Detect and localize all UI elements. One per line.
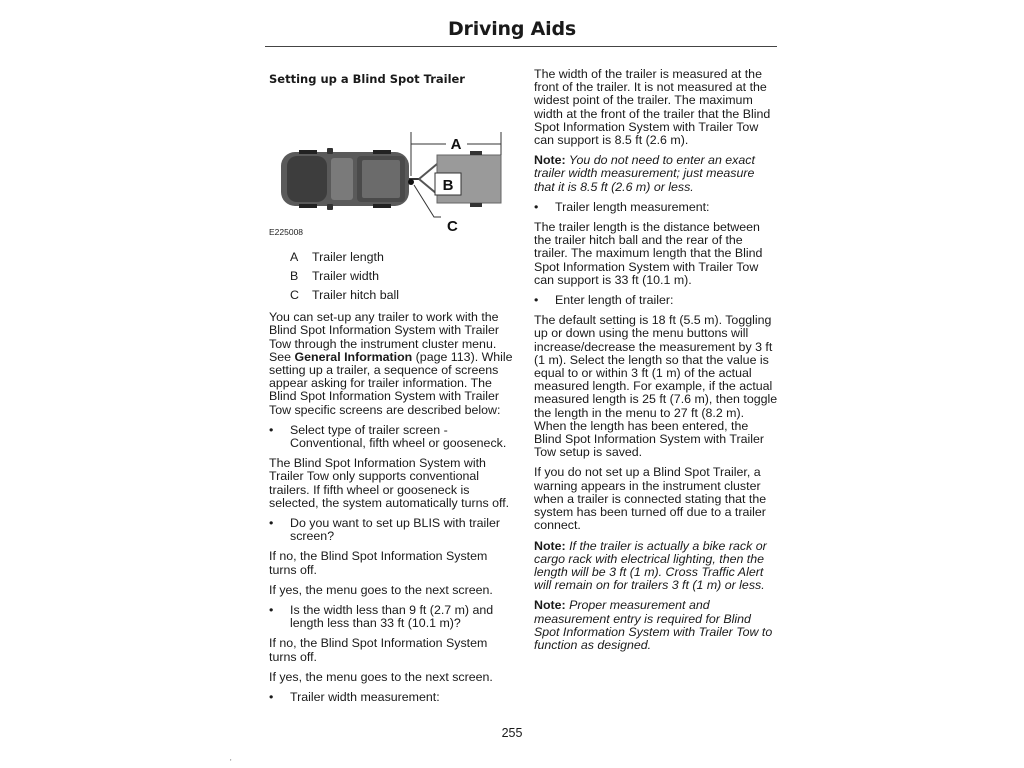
bullet-dot: • [534, 293, 539, 308]
bullet-item [534, 294, 778, 307]
legend-key: C [290, 288, 299, 303]
note [534, 540, 778, 593]
legend-key: B [290, 269, 299, 284]
trailer-diagram-svg [269, 92, 515, 242]
note-text: Proper measurement and measurement entry is required for Blind Spot Information System with Trailer Tow to function as designed. [534, 598, 773, 652]
left-column [269, 68, 515, 711]
bullet-text: Enter length of trailer: [555, 293, 674, 308]
note-text: If the trailer is actually a bike rack or cargo rack with electrical lighting, then the length will be 3 ft (1 m). Cross Traffic Alert will remain on for trailers 3 ft (1 m) or less. [534, 538, 767, 593]
bullet-dot: • [534, 199, 539, 214]
label-a: A [450, 136, 462, 154]
header-divider [265, 46, 777, 47]
figure-legend [269, 248, 515, 305]
section-title: Setting up a Blind Spot Trailer [269, 72, 465, 86]
page-header-title: Driving Aids [447, 18, 577, 40]
note-label: Note: [534, 153, 566, 168]
figure-image-id: E225008 [269, 227, 304, 238]
legend-text: Trailer width [312, 269, 380, 284]
paragraph: The default setting is 18 ft (5.5 m). Toggling up or down using the menu buttons will increase/decrease the measurement by 3 ft (1 m). Select the length so that the value is equal to or within 3 ft (1 m) of the actual measured length. For example, if the actual measured length is 25 ft (7.6 m), then toggle the length in the menu to 27 ft (8.2 m). When the length has been entered, the Blind Spot Information System with Trailer Tow setup is saved. [534, 313, 778, 460]
note-label: Note: [534, 598, 566, 613]
label-c: C [447, 218, 458, 236]
bullet-text: Do you want to set up BLIS with trailer screen? [290, 516, 501, 544]
bullet-item [269, 691, 515, 704]
paragraph: If you do not set up a Blind Spot Trailer, a warning appears in the instrument cluster when a trailer is connected stating that the system has been turned off due to a trailer connect. [534, 465, 767, 533]
bullet-item [269, 517, 515, 543]
general-information-link[interactable]: General Information [294, 349, 413, 364]
bullet-item [269, 604, 515, 630]
legend-text: Trailer hitch ball [312, 288, 399, 303]
intro-text: You can set-up any trailer to work with the Blind Spot Information System with Trailer Tow through the instrument cluster menu. See [269, 310, 500, 364]
legend-row [269, 267, 515, 286]
pickup-truck-illustration [281, 148, 409, 210]
page-number: 255 [501, 726, 523, 740]
intro-paragraph [269, 311, 515, 417]
right-column [534, 68, 778, 659]
paragraph: The Blind Spot Information System with Trailer Tow only supports conventional trailers. If fifth wheel or gooseneck is selected, the system automatically turns off. [269, 456, 510, 510]
bullet-item [534, 201, 778, 214]
bullet-text: Trailer width measurement: [290, 690, 440, 705]
legend-text: Trailer length [312, 250, 384, 265]
note-text: You do not need to enter an exact trailer width measurement; just measure that it is 8.5 ft (2.6 m) or less. [534, 153, 755, 194]
bullet-text: Select type of trailer screen - Conventional, fifth wheel or gooseneck. [290, 422, 507, 451]
corner-mark: ' [230, 758, 232, 767]
bullet-dot: • [269, 603, 274, 618]
hitch-ball-marker [408, 179, 414, 185]
paragraph: The width of the trailer is measured at the front of the trailer. It is not measured at the widest point of the trailer. The maximum width at the front of the trailer that the Blind Spot Information System with Trailer Tow can support is 8.5 ft (2.6 m). [534, 67, 771, 148]
paragraph: If yes, the menu goes to the next screen. [269, 582, 493, 597]
trailer-diagram [269, 92, 515, 242]
bullet-dot: • [269, 516, 274, 531]
bullet-item [269, 424, 515, 450]
bullet-text: Trailer length measurement: [555, 199, 710, 214]
label-b: B [442, 177, 454, 195]
bullet-text: Is the width less than 9 ft (2.7 m) and length less than 33 ft (10.1 m)? [290, 603, 494, 631]
legend-key: A [290, 250, 299, 265]
note [534, 154, 778, 194]
paragraph: If no, the Blind Spot Information System turns off. [269, 636, 488, 664]
legend-row [269, 248, 515, 267]
note-label: Note: [534, 538, 566, 553]
paragraph: If no, the Blind Spot Information System turns off. [269, 549, 488, 577]
note [534, 599, 778, 652]
bullet-dot: • [269, 690, 274, 705]
paragraph: If yes, the menu goes to the next screen. [269, 669, 493, 684]
bullet-dot: • [269, 422, 274, 437]
paragraph: The trailer length is the distance between the trailer hitch ball and the rear of the trailer. The maximum length that the Blind Spot Information System with Trailer Tow can support is 33 ft (10.1 m). [534, 220, 763, 287]
intro-text-continued: (page 113). While setting up a trailer, a sequence of screens appear asking for trailer information. The Blind Spot Information System with Trailer Tow specific screens are described below: [269, 349, 513, 417]
legend-row [269, 286, 515, 305]
